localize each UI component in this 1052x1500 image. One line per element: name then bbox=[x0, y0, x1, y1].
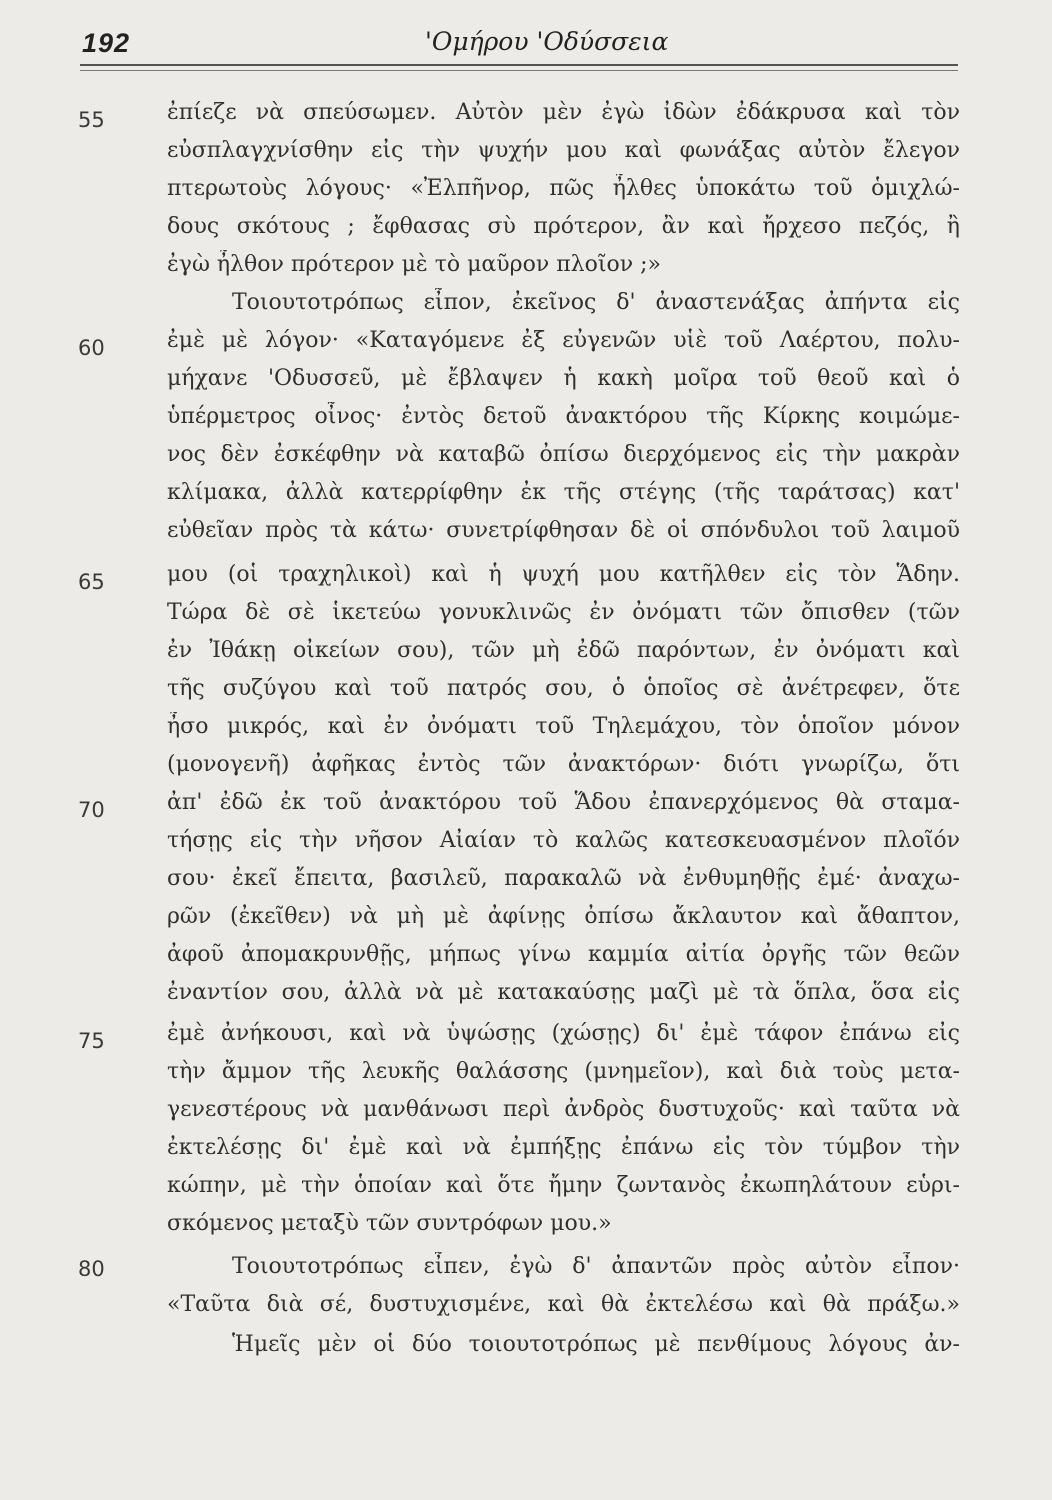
text-line: τῆς συζύγου καὶ τοῦ πατρός σου, ὁ ὁποῖος σὲ ἀνέτρεφεν, ὅτε bbox=[167, 676, 960, 701]
text-line: «Ταῦτα διὰ σέ, δυστυχισμένε, καὶ θὰ ἐκτελέσω καὶ θὰ πράξω.» bbox=[167, 1292, 960, 1317]
text-line: ἀπ' ἐδῶ ἐκ τοῦ ἀνακτόρου τοῦ Ἅδου ἐπανερχόμενος θὰ σταμα- bbox=[167, 790, 960, 815]
text-line: ἐμὲ μὲ λόγον· «Καταγόμενε ἐξ εὐγενῶν υἱὲ τοῦ Λαέρτου, πολυ- bbox=[167, 328, 960, 353]
text-line: σου· ἐκεῖ ἔπειτα, βασιλεῦ, παρακαλῶ νὰ ἐνθυμηθῇς ἐμέ· ἀναχω- bbox=[167, 866, 960, 891]
text-line: (μονογενῆ) ἀφῆκας ἐντὸς τῶν ἀνακτόρων· διότι γνωρίζω, ὅτι bbox=[167, 752, 960, 777]
line-number-80: 80 bbox=[78, 1257, 105, 1281]
text-line: εὐθεῖαν πρὸς τὰ κάτω· συνετρίφθησαν δὲ οἱ σπόνδυλοι τοῦ λαιμοῦ bbox=[167, 518, 960, 543]
text-line: ἐκτελέσῃς δι' ἐμὲ καὶ νὰ ἐμπήξῃς ἐπάνω εἰς τὸν τύμβον τὴν bbox=[167, 1135, 960, 1160]
text-line: τήσῃς εἰς τὴν νῆσον Αἰαίαν τὸ καλῶς κατεσκευασμένον πλοῖόν bbox=[167, 828, 960, 853]
text-line: ἦσο μικρός, καὶ ἐν ὀνόματι τοῦ Τηλεμάχου, τὸν ὁποῖον μόνον bbox=[167, 714, 960, 739]
line-number-55: 55 bbox=[78, 108, 105, 132]
text-line: ὑπέρμετρος οἶνος· ἐντὸς δετοῦ ἀνακτόρου τῆς Κίρκης κοιμώμε- bbox=[167, 404, 960, 429]
text-line: πτερωτοὺς λόγους· «Ἐλπῆνορ, πῶς ἦλθες ὑποκάτω τοῦ ὁμιχλώ- bbox=[167, 176, 960, 201]
text-line: εὐσπλαγχνίσθην εἰς τὴν ψυχήν μου καὶ φωνάξας αὐτὸν ἔλεγον bbox=[167, 138, 960, 163]
text-line: δους σκότους ; ἔφθασας σὺ πρότερον, ἂν καὶ ἤρχεσο πεζός, ἢ bbox=[167, 214, 960, 239]
text-line: κλίμακα, ἀλλὰ κατερρίφθην ἐκ τῆς στέγης (τῆς ταράτσας) κατ' bbox=[167, 480, 960, 505]
text-line: μήχανε 'Οδυσσεῦ, μὲ ἔβλαψεν ἡ κακὴ μοῖρα τοῦ θεοῦ καὶ ὁ bbox=[167, 366, 960, 391]
text-line: κώπην, μὲ τὴν ὁποίαν καὶ ὅτε ἤμην ζωντανὸς ἐκωπηλάτουν εὑρι- bbox=[167, 1173, 960, 1198]
line-number-65: 65 bbox=[78, 570, 105, 594]
text-line: Τώρα δὲ σὲ ἱκετεύω γονυκλινῶς ἐν ὀνόματι τῶν ὄπισθεν (τῶν bbox=[167, 600, 960, 625]
text-line: νος δὲν ἐσκέφθην νὰ καταβῶ ὀπίσω διερχόμενος εἰς τὴν μακρὰν bbox=[167, 442, 960, 467]
text-line: ἀφοῦ ἀπομακρυνθῇς, μήπως γίνω καμμία αἰτία ὀργῆς τῶν θεῶν bbox=[167, 942, 960, 967]
text-line: Ἡμεῖς μὲν οἱ δύο τοιουτοτρόπως μὲ πενθίμους λόγους ἀν- bbox=[232, 1332, 960, 1357]
header-rule-thin bbox=[80, 70, 958, 71]
running-title: 'Ομήρου 'Οδύσσεια bbox=[425, 27, 669, 56]
text-line: μου (οἱ τραχηλικοὶ) καὶ ἡ ψυχή μου κατῆλθεν εἰς τὸν Ἅδην. bbox=[167, 562, 960, 587]
text-line: ἐγὼ ἦλθον πρότερον μὲ τὸ μαῦρον πλοῖον ;» bbox=[167, 252, 661, 277]
line-number-75: 75 bbox=[78, 1029, 105, 1053]
text-line: τὴν ἄμμον τῆς λευκῆς θαλάσσης (μνημεῖον), καὶ διὰ τοὺς μετα- bbox=[167, 1059, 960, 1084]
text-line: Τοιουτοτρόπως εἶπον, ἐκεῖνος δ' ἀναστενάξας ἀπήντα εἰς bbox=[232, 290, 960, 315]
text-line: ἐμὲ ἀνήκουσι, καὶ νὰ ὑψώσῃς (χώσῃς) δι' ἐμὲ τάφον ἐπάνω εἰς bbox=[167, 1021, 960, 1046]
page-number: 192 bbox=[82, 28, 131, 58]
line-number-60: 60 bbox=[78, 336, 105, 360]
text-line: ἐν Ἰθάκῃ οἰκείων σου), τῶν μὴ ἐδῶ παρόντων, ἐν ὀνόματι καὶ bbox=[167, 638, 960, 663]
line-number-70: 70 bbox=[78, 798, 105, 822]
text-line: Τοιουτοτρόπως εἶπεν, ἐγὼ δ' ἀπαντῶν πρὸς αὐτὸν εἶπον· bbox=[232, 1254, 960, 1279]
text-line: ἐπίεζε νὰ σπεύσωμεν. Αὐτὸν μὲν ἐγὼ ἰδὼν ἐδάκρυσα καὶ τὸν bbox=[167, 100, 960, 125]
header-rule bbox=[80, 64, 958, 66]
text-line: ρῶν (ἐκεῖθεν) νὰ μὴ μὲ ἀφίνῃς ὀπίσω ἄκλαυτον καὶ ἄθαπτον, bbox=[167, 904, 960, 929]
text-line: σκόμενος μεταξὺ τῶν συντρόφων μου.» bbox=[167, 1211, 612, 1236]
text-line: ἐναντίον σου, ἀλλὰ νὰ μὲ κατακαύσῃς μαζὶ μὲ τὰ ὅπλα, ὅσα εἰς bbox=[167, 980, 960, 1005]
text-line: γενεστέρους νὰ μανθάνωσι περὶ ἀνδρὸς δυστυχοῦς· καὶ ταῦτα νὰ bbox=[167, 1097, 960, 1122]
